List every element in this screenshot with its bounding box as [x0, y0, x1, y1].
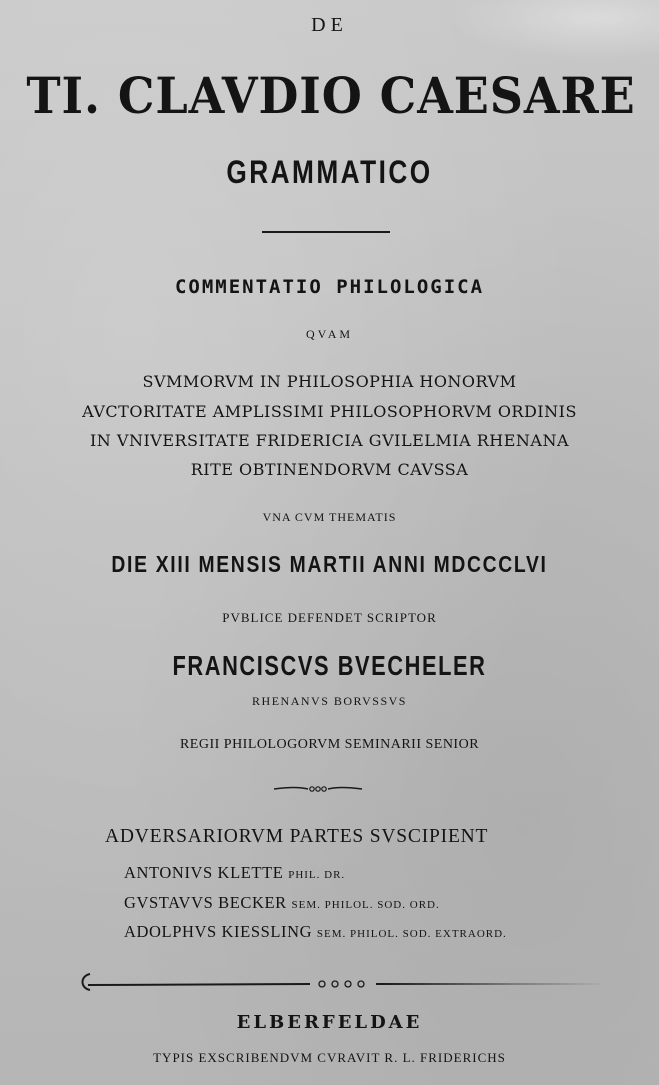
qvam-line: QVAM — [305, 327, 354, 341]
author-origin: RHENANVS BORVSSVS — [252, 694, 407, 708]
title-divider — [262, 231, 390, 233]
title-preposition: DE — [311, 14, 348, 36]
opponent-entry — [124, 922, 507, 942]
imprint-place: ELBERFELDAE — [236, 1012, 423, 1033]
subtitle: GRAMMATICO — [226, 154, 433, 190]
opponent-title: SEM. PHILOL. SOD. EXTRAORD. — [316, 928, 507, 940]
imprint-printer: TYPIS EXSCRIBENDVM CVRAVIT R. L. FRIDERICHS — [153, 1050, 506, 1065]
opponent-name: GVSTAVVS BECKER — [124, 893, 287, 912]
purpose-line-4: RITE OBTINENDORVM CAVSSA — [190, 460, 469, 479]
opponents-heading: ADVERSARIORVM PARTES SVSCIPIENT — [105, 826, 489, 847]
opponent-entry — [124, 863, 345, 883]
genre-line: COMMENTATIO PHILOLOGICA — [174, 276, 485, 298]
defense-date: DIE XIII MENSIS MARTII ANNI MDCCCLVI — [111, 551, 548, 577]
opponent-name: ADOLPHVS KIESSLING — [124, 922, 313, 941]
purpose-line-1: SVMMORVM IN PHILOSOPHIA HONORVM — [142, 372, 517, 391]
purpose-line-2: AVCTORITATE AMPLISSIMI PHILOSOPHORVM ORDINIS — [82, 402, 577, 421]
ornament-rule — [78, 970, 608, 994]
vna-line: VNA CVM THEMATIS — [262, 510, 397, 524]
opponent-entry — [124, 893, 440, 913]
main-title: TI. CLAVDIO CAESARE — [26, 66, 636, 125]
author-role: REGII PHILOLOGORVM SEMINARII SENIOR — [179, 737, 480, 752]
opponent-name: ANTONIVS KLETTE — [124, 863, 284, 882]
publice-line: PVBLICE DEFENDET SCRIPTOR — [222, 610, 437, 625]
ornament-divider — [272, 782, 364, 796]
author-name: FRANCISCVS BVECHELER — [172, 650, 487, 681]
opponent-title: PHIL. DR. — [288, 869, 346, 881]
purpose-line-3: IN VNIVERSITATE FRIDERICIA GVILELMIA RHENANA — [89, 431, 570, 450]
opponent-title: SEM. PHILOL. SOD. ORD. — [291, 899, 440, 911]
